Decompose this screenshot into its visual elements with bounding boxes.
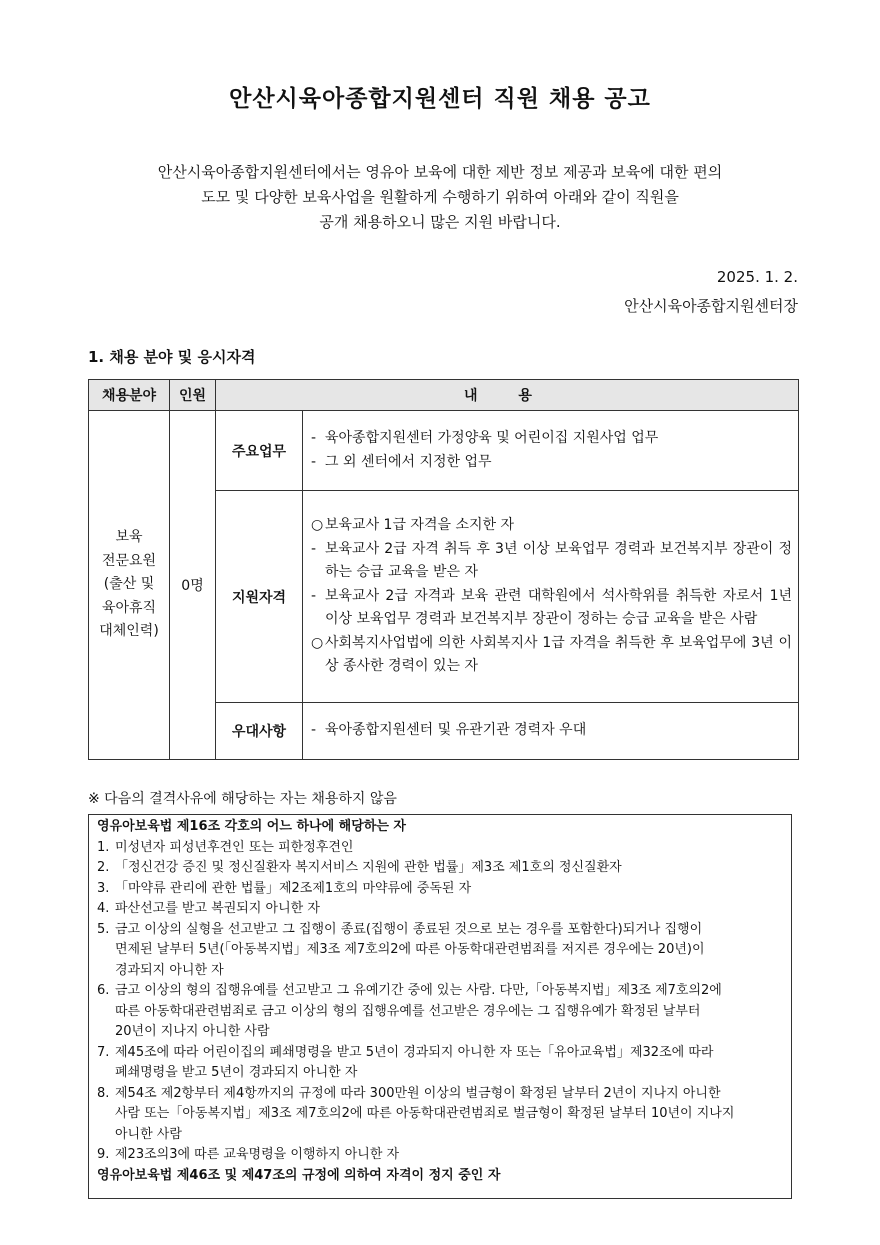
list-item [97, 1043, 783, 1084]
list-item: - 그 외 센터에서 지정한 업무 [311, 453, 492, 470]
row-label-preference: 우대사항 [216, 703, 303, 760]
item-text [115, 1084, 783, 1146]
item-line: 미성년자 피성년후견인 또는 피한정후견인 [115, 839, 354, 855]
list-item: - 육아종합지원센터 가정양육 및 어린이집 지원사업 업무 [311, 430, 659, 446]
item-text [115, 1043, 783, 1084]
item-line: 경과되지 아니한 자 [115, 962, 224, 978]
item-text [115, 1145, 783, 1166]
item-line: 금고 이상의 실형을 선고받고 그 집행이 종료(집행이 종료된 것으로 보는 경우를 포함한다)되거나 집행이 [115, 921, 703, 937]
list-item [97, 920, 783, 982]
duties-content [303, 411, 799, 491]
item-number: 2. [97, 860, 110, 875]
item-line: 제23조의3에 따른 교육명령을 이행하지 아니한 자 [115, 1147, 400, 1162]
list-item: ○ 사회복지사업법에 의한 사회복지사 1급 자격을 취득한 후 보육업무에 3년 이상 종사한 경력이 있는 자 [311, 634, 792, 675]
header-field: 채용분야 [89, 380, 170, 411]
header-count: 인원 [170, 380, 216, 411]
list-item [97, 981, 783, 1043]
item-line: 20년이 지나지 아니한 사람 [115, 1024, 270, 1039]
list-item: - 보육교사 2급 자격 취득 후 3년 이상 보육업무 경력과 보건복지부 장관이 정하는 승급 교육을 받은 자 [311, 540, 792, 581]
item-number: 9. [97, 1147, 110, 1162]
item-line: 아니한 사람 [115, 1126, 182, 1142]
row-label-qualifications: 지원자격 [216, 491, 303, 703]
count-cell: 0명 [170, 411, 216, 760]
intro-line: 도모 및 다양한 보육사업을 원활하게 수행하기 위하여 아래와 같이 직원을 [201, 188, 679, 206]
disqualification-list [97, 838, 783, 1166]
intro-paragraph [60, 160, 820, 235]
field-line: 육아휴직 [101, 599, 157, 616]
list-item [97, 899, 783, 920]
list-item: - 육아종합지원센터 및 유관기관 경력자 우대 [311, 722, 587, 739]
list-item [97, 1145, 783, 1166]
item-text [115, 838, 783, 859]
item-line: 제54조 제2항부터 제4항까지의 규정에 따라 300만원 이상의 벌금형이 확정된 날부터 2년이 지나지 아니한 [115, 1085, 721, 1101]
item-line: 「마약류 관리에 관한 법률」제2조제1호의 마약류에 중독된 자 [115, 880, 472, 896]
item-number: 8. [97, 1085, 110, 1101]
field-cell [89, 411, 170, 760]
qualifications-content [303, 491, 799, 703]
intro-line: 안산시육아종합지원센터에서는 영유아 보육에 대한 제반 정보 제공과 보육에 대한 편의 [157, 163, 723, 181]
preference-content [303, 703, 799, 760]
disqualification-footer: 영유아보육법 제46조 및 제47조의 규정에 의하여 자격이 정지 중인 자 [97, 1167, 501, 1183]
item-text [115, 981, 783, 1043]
item-line: 제45조에 따라 어린이집의 폐쇄명령을 받고 5년이 경과되지 아니한 자 또는「유아교육법」제32조에 따라 [115, 1044, 714, 1060]
item-number: 6. [97, 983, 110, 998]
item-number: 7. [97, 1044, 110, 1060]
item-line: 사람 또는「아동복지법」제3조 제7호의2에 따른 아동학대관련범죄로 벌금형이 확정된 날부터 10년이 지나지 [115, 1106, 735, 1121]
item-text [115, 920, 783, 982]
section-1-heading: 1. 채용 분야 및 응시자격 [88, 348, 256, 366]
table-header-row [89, 380, 799, 411]
item-text [115, 879, 783, 900]
list-item: - 보육교사 2급 자격과 보육 관련 대학원에서 석사학위를 취득한 자로서 1년 이상 보육업무 경력과 보건복지부 장관이 정하는 승급 교육을 받은 사람 [311, 587, 792, 628]
item-number: 3. [97, 880, 110, 896]
list-item [97, 1084, 783, 1146]
item-line: 파산선고를 받고 복권되지 아니한 자 [115, 901, 320, 916]
item-text [115, 858, 783, 879]
field-line: 전문요원 [101, 552, 157, 569]
row-label-duties: 주요업무 [216, 411, 303, 491]
item-line: 「정신건강 증진 및 정신질환자 복지서비스 지원에 관한 법률」제3조 제1호의 정신질환자 [115, 860, 622, 875]
item-number: 4. [97, 901, 110, 916]
notice-date: 2025. 1. 2. [716, 268, 798, 286]
field-line: 보육 [115, 529, 143, 546]
list-item: ○ 보육교사 1급 자격을 소지한 자 [311, 517, 514, 534]
item-line: 면제된 날부터 5년(「아동복지법」제3조 제7호의2에 따른 아동학대관련범죄를 저지른 경우에는 20년)이 [115, 942, 705, 957]
item-line: 금고 이상의 형의 집행유예를 선고받고 그 유예기간 중에 있는 사람. 다만,「아동복지법」제3조 제7호의2에 [115, 983, 722, 998]
item-line: 따른 아동학대관련범죄로 금고 이상의 형의 집행유예를 선고받은 경우에는 그 집행유예가 확정된 날부터 [115, 1003, 701, 1019]
header-content: 내 용 [216, 380, 799, 411]
list-item [97, 838, 783, 859]
issuer-name: 안산시육아종합지원센터장 [624, 297, 798, 315]
page-title: 안산시육아종합지원센터 직원 채용 공고 [229, 86, 651, 112]
list-item [97, 879, 783, 900]
list-item [97, 858, 783, 879]
item-text [115, 899, 783, 920]
intro-line: 공개 채용하오니 많은 지원 바랍니다. [319, 213, 561, 231]
disqualification-header: 영유아보육법 제16조 각호의 어느 하나에 해당하는 자 [97, 819, 406, 834]
field-line: (출산 및 [103, 576, 155, 593]
item-number: 5. [97, 921, 110, 937]
item-number: 1. [97, 839, 110, 855]
table-row [89, 411, 799, 491]
disqualification-box [88, 814, 792, 1199]
field-line: 대체인력) [99, 623, 159, 640]
disqualification-note: ※ 다음의 결격사유에 해당하는 자는 채용하지 않음 [88, 791, 397, 807]
item-line: 폐쇄명령을 받고 5년이 경과되지 아니한 자 [115, 1065, 358, 1080]
recruitment-table [88, 379, 799, 760]
